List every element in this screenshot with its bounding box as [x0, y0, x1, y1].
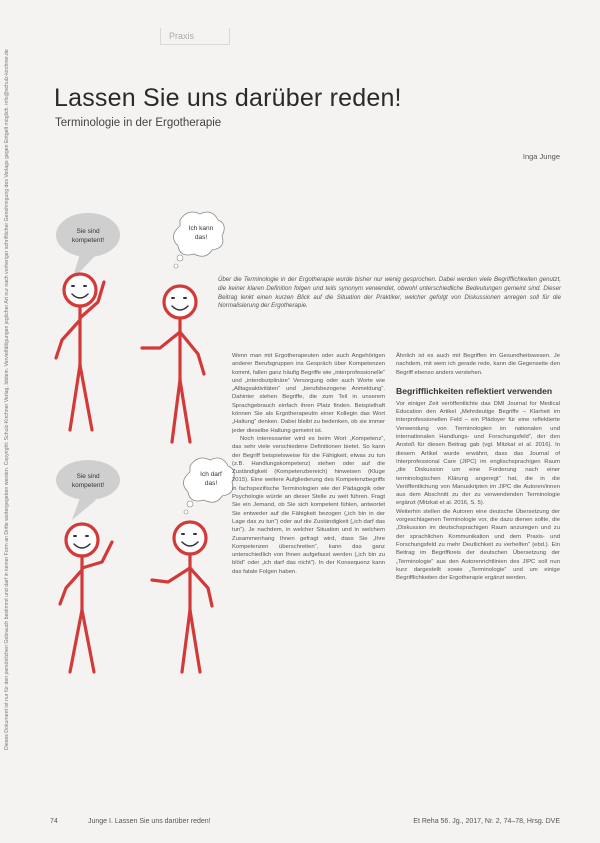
body-column-left	[232, 352, 385, 576]
stick-figure-top-left	[56, 274, 104, 430]
footer-article: Junge I. Lassen Sie uns darüber reden!	[88, 818, 211, 825]
article-title: Lassen Sie uns darüber reden!	[54, 84, 402, 112]
page-number: 74	[50, 818, 58, 825]
bubble-text-bottom-right-1: Ich darf	[200, 471, 222, 478]
speech-bubble-bottom-left	[56, 460, 120, 520]
bubble-text-top-left-2: kompetent!	[71, 237, 105, 244]
speech-bubble-top-left	[56, 213, 120, 280]
paragraph-left-1: Wenn man mit Ergotherapeuten oder auch Angehörigen anderer Berufsgruppen ins Gespräch über Kompetenzen kommt, fallen ganz häufig Begriffe wie „interprofessionelle“ und „interdisziplinäre“ Versorgung oder auch Worte wie „Alltagsaktivitäten“ und „berufsbezogene Anmeldung“. Dahinter stehen Begriffe, die zum Teil in unserem Sprachgebrauch einfach ihren Platz finden. Beispielhaft können Sie als Ergotherapeutin einer Kollegin das Wort „Haltung“ denken. Dabei bleibt zu bedenken, ob sie immer jeder dieselbe Haltung gemeint ist.	[232, 353, 385, 434]
bubble-text-top-left-1: Sie sind	[76, 228, 100, 235]
thought-bubble-bottom-right	[183, 458, 234, 514]
paragraph-right-1: Vor einiger Zeit veröffentlichte das DMI Journal for Medical Education den Artikel „Mehrdeutige Begriffe – Klarheit im interprofessionellen Feld – ein Plädoyer für eine reflektierte Verwendung von Terminologien im nationalen und internationalen Handlungs- und Forschungsfeld“, der den Anstoß für diesen Beitrag gab (vgl. Mitzkat et al. 2016). In diesem Artikel wurde erwähnt, dass das Journal of Interprofessional Care (JIPC) im englischsprachigen Raum „die Diskussion um eine Forderung nach einer terminologischen Klärung angeregt“ hat, die in die Veröffentlichung von Manuskripten im JIPC die Autoren/innen aus dem Abschnitt zu der zu verwendenden Terminologie ergänzt (Mitzkat et al. 2016, S. 5).	[396, 400, 560, 507]
article-abstract: Über die Terminologie in der Ergotherapie wurde bisher nur wenig gesprochen. Dabei werden viele Begrifflichkeiten genutzt, die keiner klaren Definition folgen und teils synonym verwendet, obwohl unterschiedliche Bedeutungen gemeint sind. Dieser Beitrag lenkt einen kurzen Blick auf die Situation der Praktiker, welcher gefolgt von Diskussionen anregen soll für die Normalisierung der Ergotherapie.	[218, 276, 561, 310]
paragraph-right-2: Weiterhin stellen die Autoren eine deutsche Übersetzung der vorgeschlagenen Terminologie vor, die dazu dienen sollte, die „Diskussion im deutschsprachigen Raum anzuregen und zu der sprachlichen Kommunikation und dem Praxis- und Forschungsfeld zu mehr Deutlichkeit zu verhelfen“ (ebd.). Ein Beitrag im Begriffkreis der deutschen Übersetzung der „Terminologie“ aus den Autorenrichtlinien des JIPC soll nun kurz dargestellt sowie „Terminologie“ und um einige Begrifflichkeiten der Ergotherapie ergänzt werden.	[396, 508, 560, 582]
bubble-text-top-right-1: Ich kann	[188, 225, 214, 232]
copyright-text: Dieses Dokument ist nur für den persönlichen Gebrauch bestimmt und darf in keiner Form an Dritte weitergegeben werden. Copyright: Schulz-Kirchner Verlag, Idstein. Vervielfältigungen jeglicher Art nur nach vorheriger schriftlicher Genehmigung des Verlags gegen Entgelt möglich. info@schulz-kirchner.de	[4, 49, 10, 750]
paragraph-right-intro: Ähnlich ist es auch mit Begriffen im Gesundheitswesen. Je nachdem, mit wem ich gerade rede, kann die Gegenseite den Begriff ebenso anders verstehen.	[396, 353, 560, 376]
footer-journal: Et Reha 56. Jg., 2017, Nr. 2, 74–78, Hrsg. DVE	[413, 818, 560, 825]
thought-bubble-top-right	[173, 212, 224, 268]
copyright-sidebar	[4, 49, 16, 750]
bubble-text-bottom-left-2: kompetent!	[71, 482, 105, 489]
paragraph-left-2: Noch interessanter wird es beim Wort „Kompetenz“, das sehr viele verschiedene Definitionen bietet. So kann der Begriff beispielsweise für die Fähigkeit, etwas zu tun (z.B. Handlungskompetenz) stehen oder auf die Zuständigkeit (Kompetenzbereich) hinweisen (Kluge 2015). Eine weitere Aufgliederung des Kompetenzbegriffs in fachspezifische Terminologien wie der Pädagogik oder Psychologie würde an dieser Stelle zu weit führen. Fragt Sie ein Jemand, ob Sie sich kompetent fühlen, antwortet Sie entweder auf die Fähigkeit bezogen („ich bin in der Lage das zu tun“) oder auf die Zuständigkeit („ich darf das tun“). Je nachdem, in welcher Situation und in welchem Zusammenhang Ihnen gefragt wird, dass Sie „Ihre Kompetenzen überschreiten“, kann das ganz unterschiedlich von Ihnen aufgefasst werden („ich bin zu blöd“ oder „ich darf das nicht“). In der Konsequenz kann das fatale Folgen haben.	[232, 435, 385, 575]
bubble-text-top-right-2: das!	[194, 234, 208, 241]
article-subtitle: Terminologie in der Ergotherapie	[55, 117, 222, 129]
section-heading: Begrifflichkeiten reflektiert verwenden	[396, 385, 553, 396]
stick-figure-top-right	[142, 286, 204, 442]
stick-figure-illustration	[40, 190, 240, 680]
bubble-text-bottom-right-2: das!	[204, 480, 218, 487]
bubble-text-bottom-left-1: Sie sind	[76, 473, 100, 480]
body-column-right	[396, 352, 560, 582]
author-name: Inga Junge	[522, 152, 560, 161]
stick-figure-bottom-right	[152, 522, 212, 672]
section-tab: Praxis	[160, 28, 230, 45]
stick-figure-bottom-left	[60, 524, 112, 672]
